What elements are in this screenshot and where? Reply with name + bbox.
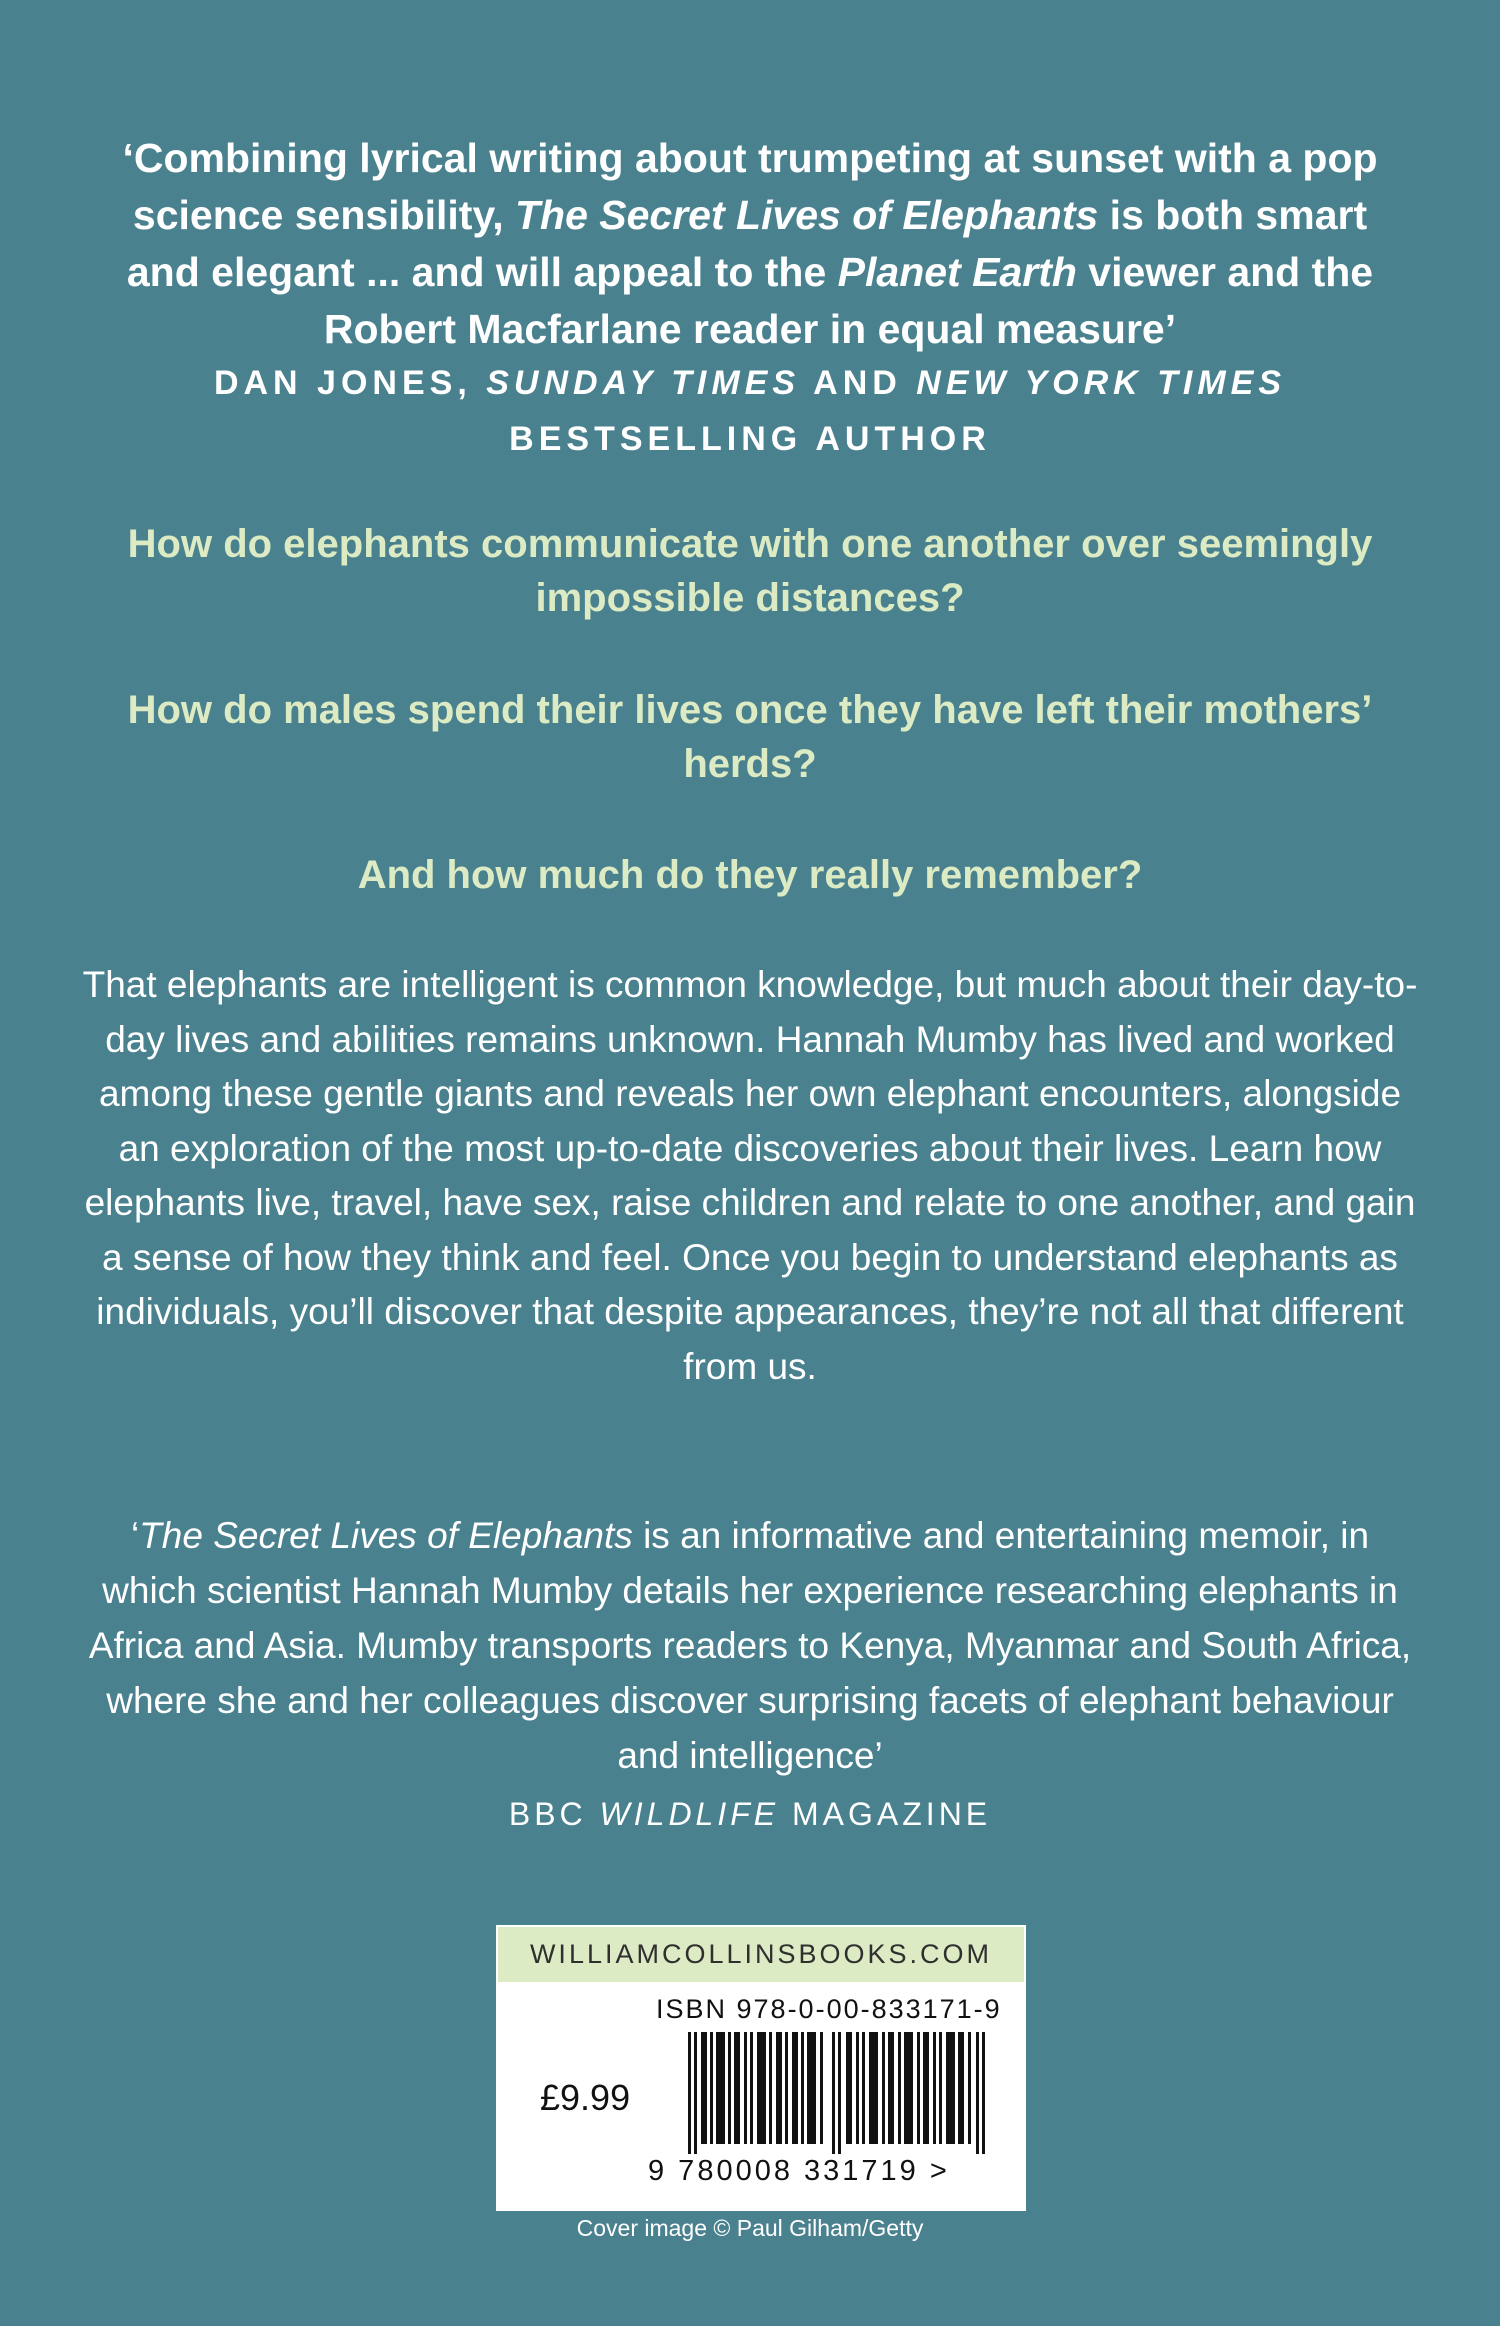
question-1: How do elephants communicate with one another over seemingly impossible distances? <box>127 522 1373 620</box>
endorsement-quote <box>100 130 1400 358</box>
review-open-quote: ‘ <box>130 1515 140 1556</box>
attribution-text: AND <box>800 364 917 402</box>
isbn-number: ISBN 978-0-00-833171-9 <box>656 1994 1002 2024</box>
review-quote <box>80 1508 1420 1783</box>
review-text: is an informative and entertaining memoir, in which scientist Hannah Mumby details her experience researching elephants in Africa and Asia. Mumby transports readers to Kenya, Myanmar and South Africa, where she and her colleagues discover surprising facets of elephant behaviour and intelligence’ <box>88 1515 1412 1776</box>
review-attr-publication: WILDLIFE <box>599 1796 780 1832</box>
review-attr-text: BBC <box>508 1796 600 1832</box>
cover-credit: Cover image © Paul Gilham/Getty <box>576 2215 924 2241</box>
barcode-digits: 9 780008 331719 > <box>648 2155 950 2187</box>
attribution-text: DAN JONES, <box>213 364 487 402</box>
quote-text: is both smart and elegant ... and will appeal to the <box>126 192 1368 295</box>
endorsement-attribution <box>100 355 1400 467</box>
review-attribution <box>100 1792 1400 1836</box>
barcode-panel <box>496 1925 1026 2211</box>
quote-show-title: Planet Earth <box>837 249 1077 295</box>
attribution-text: BESTSELLING AUTHOR <box>509 420 991 458</box>
question-3: And how much do they really remember? <box>357 853 1143 897</box>
quote-book-title: The Secret Lives of Elephants <box>514 192 1099 238</box>
publisher-url[interactable]: WILLIAMCOLLINSBOOKS.COM <box>498 1927 1024 1982</box>
quote-text: viewer and the Robert Macfarlane reader in equal measure’ <box>323 249 1374 352</box>
review-attr-text: MAGAZINE <box>779 1796 992 1832</box>
book-description: That elephants are intelligent is common knowledge, but much about their day-to-day lives and abilities remains unknown. Hannah Mumby has lived and worked among these gentle giants and reveals her own elephant encounters, alongside an exploration of the most up-to-date discoveries about their lives. Learn how elephants live, travel, have sex, raise children and relate to one another, and gain a sense of how they think and feel. Once you begin to understand elephants as individuals, you’ll discover that despite appearances, they’re not all that different from us. <box>82 964 1418 1387</box>
attribution-publication: SUNDAY TIMES <box>486 364 800 402</box>
quote-text: ‘Combining lyrical writing about trumpeting at sunset with a pop science sensibility, <box>122 135 1378 238</box>
review-book-title: The Secret Lives of Elephants <box>139 1515 633 1556</box>
attribution-publication: NEW YORK TIMES <box>916 364 1287 402</box>
barcode-icon <box>688 2032 988 2154</box>
question-2: How do males spend their lives once they have left their mothers’ herds? <box>127 688 1373 786</box>
price: £9.99 <box>540 2077 631 2118</box>
